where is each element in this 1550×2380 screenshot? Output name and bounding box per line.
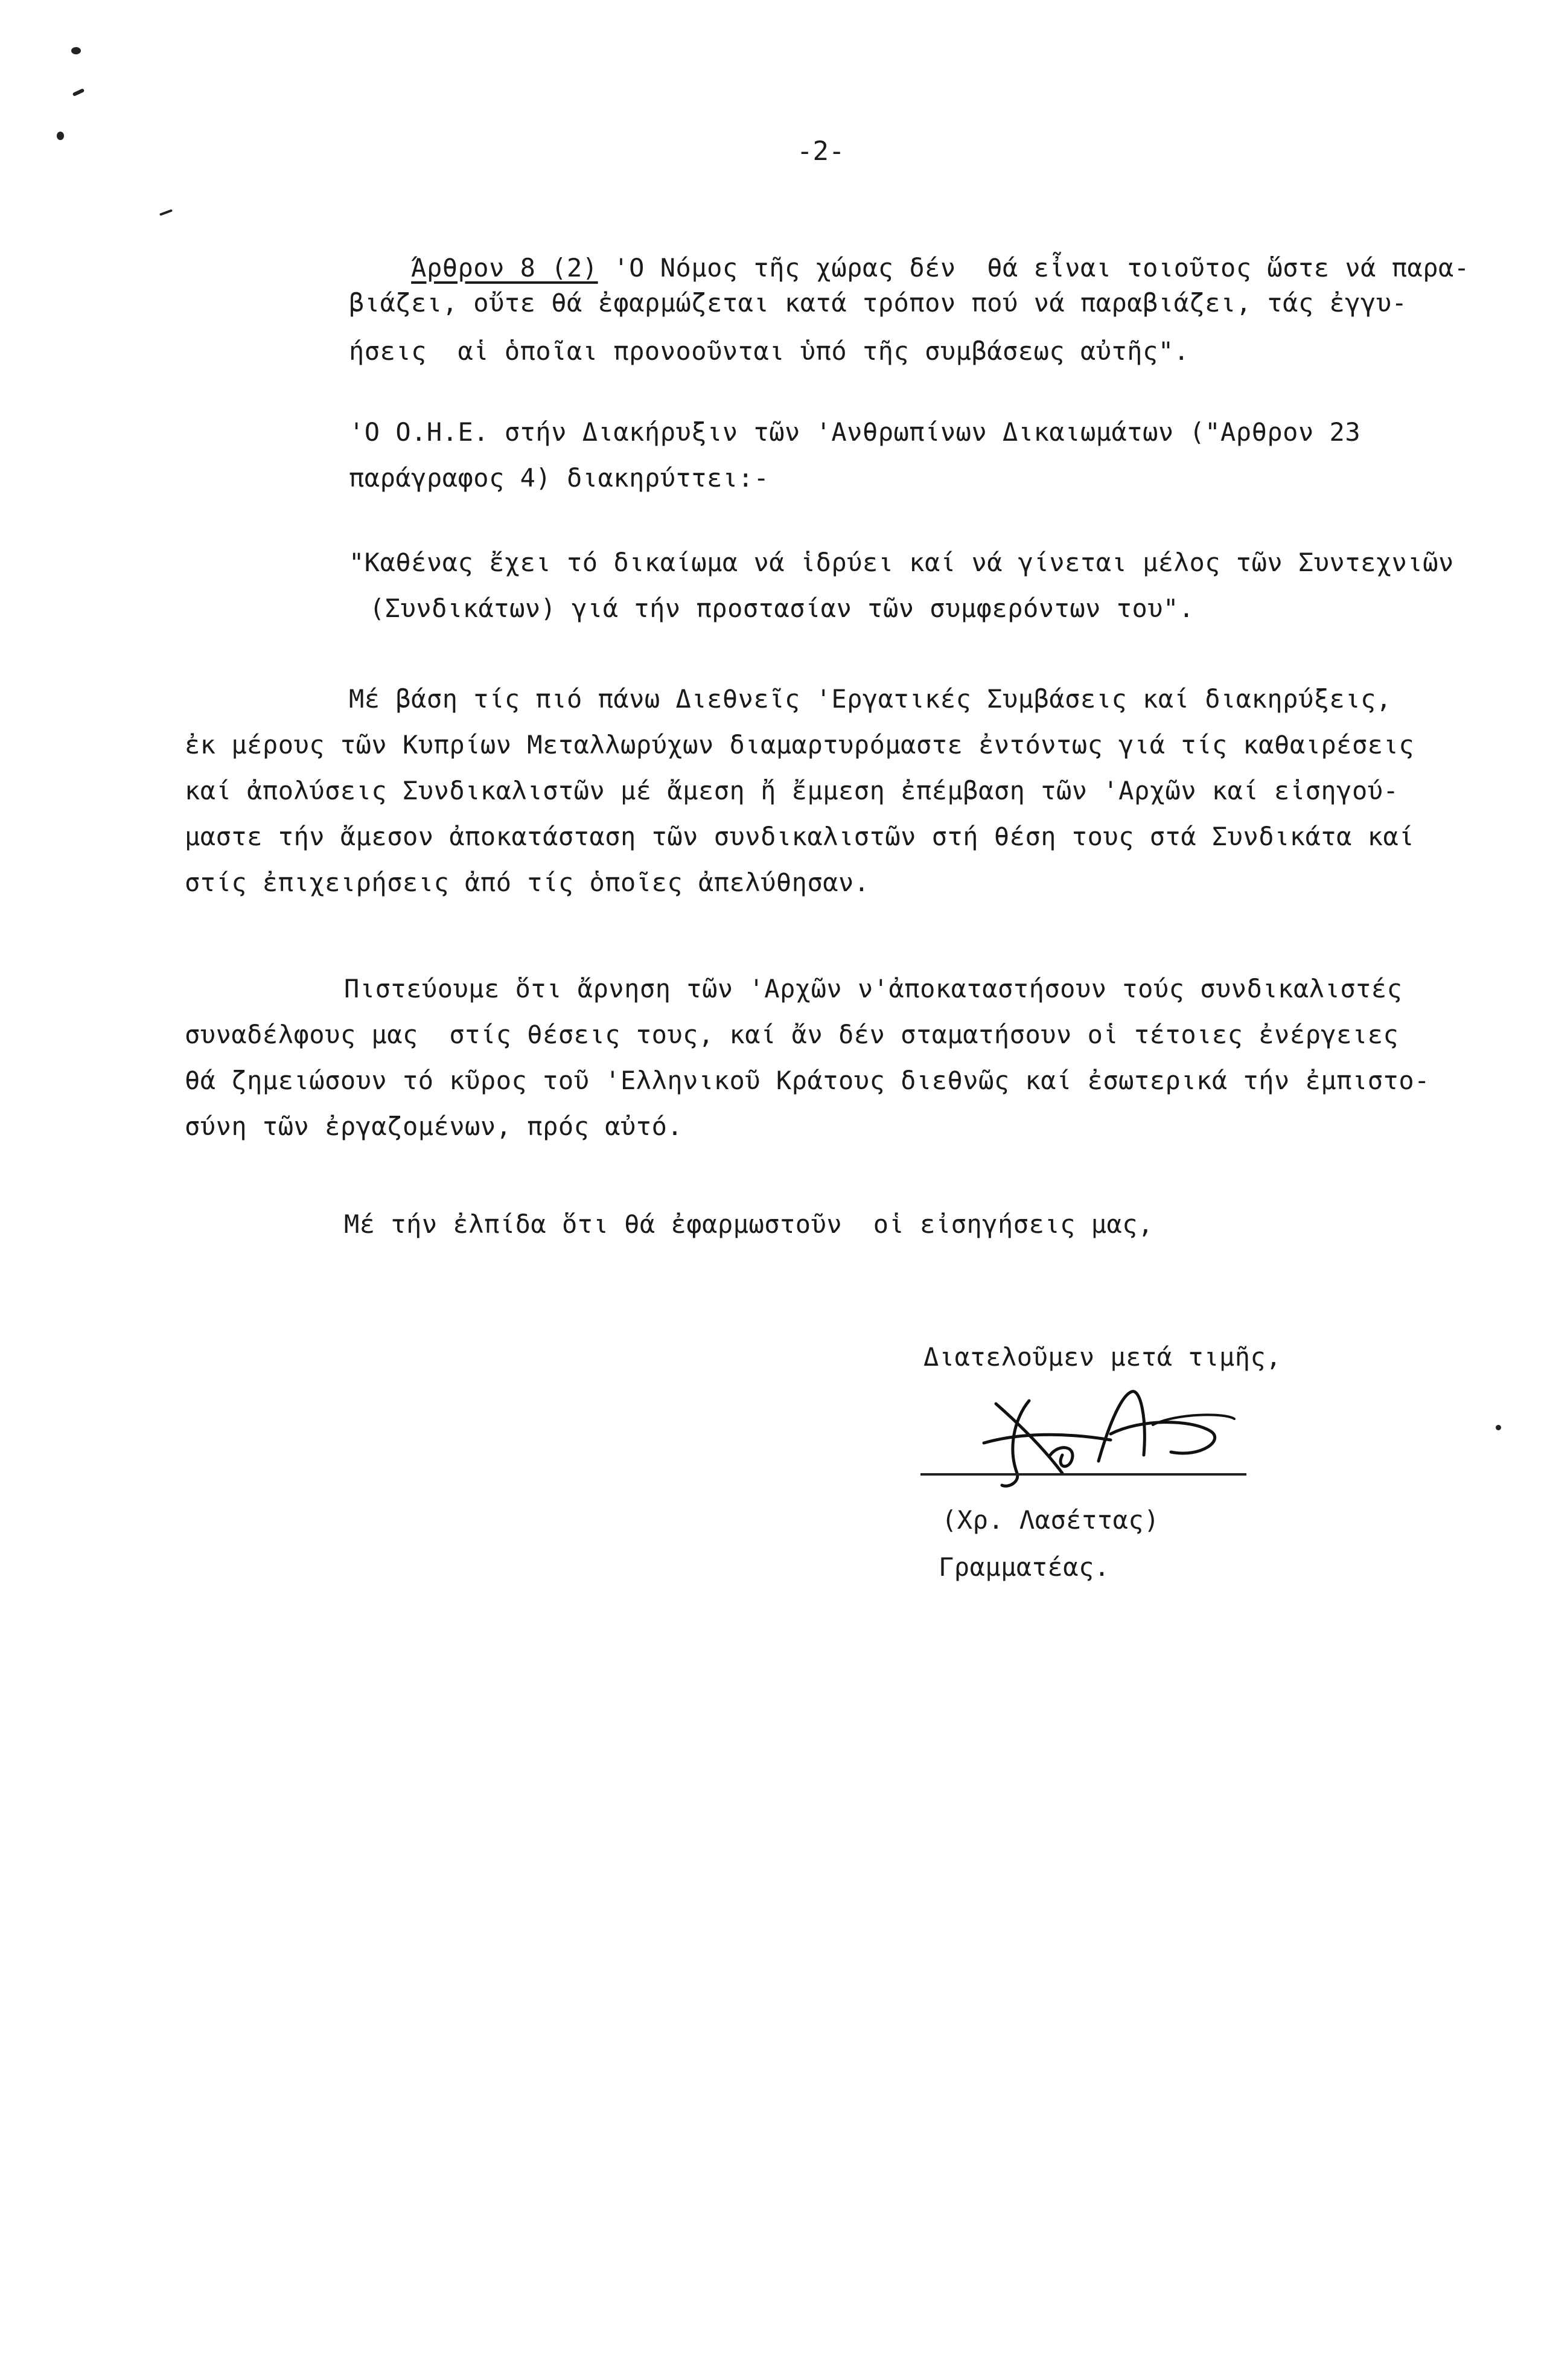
signatory-name: (Χρ. Λασέττας) [942, 1505, 1160, 1535]
article-reference: Άρθρον 8 (2) [411, 253, 598, 283]
text-line: καί ἀπολύσεις Συνδικαλιστῶν μέ ἄμεση ἤ ἔμμεση ἐπέμβαση τῶν 'Αρχῶν καί εἰσηγού- [185, 776, 1399, 805]
signatory-title: Γραμματέας. [939, 1552, 1110, 1582]
text-line: Μέ τήν ἐλπίδα ὅτι θά ἐφαρμωστοῦν οἱ εἰσηγήσεις μας, [344, 1209, 1153, 1239]
scan-speck [71, 47, 81, 54]
text-line-content: 'Ο Νόμος τῆς χώρας δέν θά εἶναι τοιοῦτος ὥστε νά παρα- [613, 253, 1470, 283]
scan-speck [159, 209, 173, 216]
scan-speck [57, 132, 64, 140]
text-line: 'Ο Ο.Η.Ε. στήν Διακήρυξιν τῶν 'Ανθρωπίνων Δικαιωμάτων ("Αρθρον 23 [349, 417, 1361, 447]
text-line: μαστε τήν ἄμεσον ἀποκατάσταση τῶν συνδικαλιστῶν στή θέση τους στά Συνδικάτα καί [185, 822, 1415, 851]
scan-speck [1496, 1425, 1501, 1430]
text-line: Μέ βάση τίς πιό πάνω Διεθνεῖς 'Εργατικές Συμβάσεις καί διακηρύξεις, [349, 684, 1392, 714]
signature-line [920, 1473, 1246, 1476]
closing-salutation: Διατελοῦμεν μετά τιμῆς, [923, 1342, 1282, 1372]
text-line: "Καθένας ἔχει τό δικαίωμα νά ἱδρύει καί νά γίνεται μέλος τῶν Συντεχνιῶν [349, 548, 1454, 577]
text-line: (Συνδικάτων) γιά τήν προστασίαν τῶν συμφερόντων του". [369, 593, 1194, 623]
text-line: παράγραφος 4) διακηρύττει:- [349, 463, 770, 493]
page-number: -2- [797, 136, 845, 167]
text-line: συναδέλφους μας στίς θέσεις τους, καί ἄν δέν σταματήσουν οἱ τέτοιες ἐνέργειες [185, 1020, 1399, 1049]
text-line: ήσεις αἱ ὁποῖαι προνοοῦνται ὑπό τῆς συμβάσεως αὐτῆς". [349, 336, 1190, 366]
text-line: σύνη τῶν ἐργαζομένων, πρός αὐτό. [185, 1112, 683, 1141]
text-line: θά ζημειώσουν τό κῦρος τοῦ 'Ελληνικοῦ Κράτους διεθνῶς καί ἐσωτερικά τήν ἐμπιστο- [185, 1066, 1430, 1095]
text-line: βιάζει, οὔτε θά ἐφαρμώζεται κατά τρόπον πού νά παραβιάζει, τάς ἐγγυ- [349, 288, 1408, 318]
text-line: Πιστεύουμε ὅτι ἄρνηση τῶν 'Αρχῶν ν'ἀποκαταστήσουν τούς συνδικαλιστές [344, 974, 1403, 1003]
scan-speck [72, 88, 85, 97]
handwritten-signature [972, 1383, 1237, 1497]
text-line: ἐκ μέρους τῶν Κυπρίων Μεταλλωρύχων διαμαρτυρόμαστε ἐντόντως γιά τίς καθαιρέσεις [185, 730, 1415, 760]
text-line: στίς ἐπιχειρήσεις ἀπό τίς ὁποῖες ἀπελύθησαν. [185, 868, 870, 897]
